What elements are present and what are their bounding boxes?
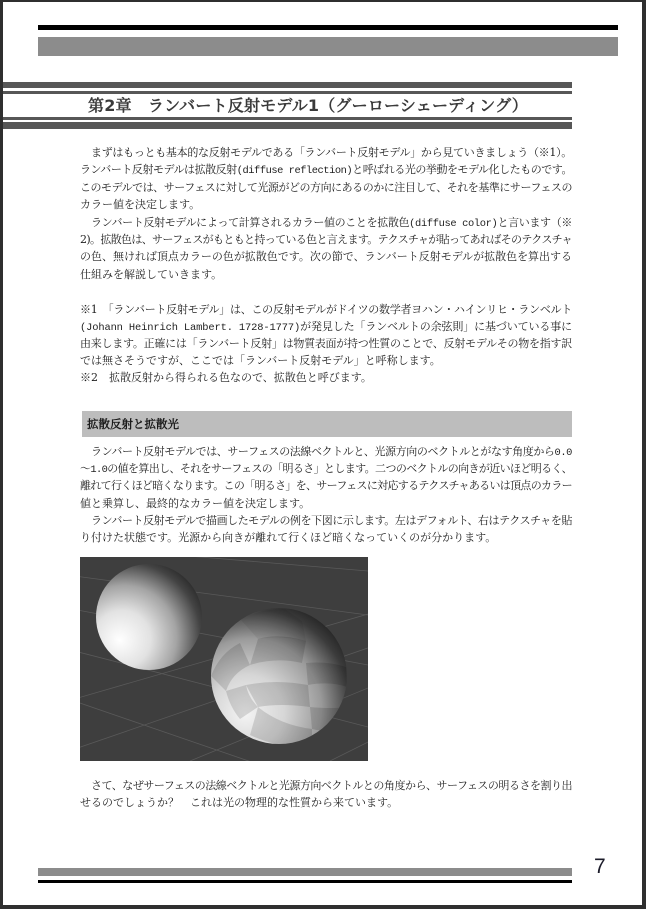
code-term: 0.0 — [554, 446, 572, 459]
text-line — [80, 495, 310, 512]
text-segment: では無さそうですが、ここでは「ランバート反射モデル」と呼称します。 — [80, 353, 441, 367]
footnote-line — [80, 335, 572, 352]
footer-rule — [38, 880, 572, 883]
text-line — [80, 196, 200, 213]
footer-band — [38, 868, 572, 876]
text-segment: ※1 「ランバート反射モデル」は、この反射モデルがドイツの数学者ヨハン・ハインリヒ・ランベルト — [80, 302, 572, 316]
text-line — [80, 248, 572, 265]
text-segment: ランバート反射モデルによって計算されるカラー値のことを拡散色 — [91, 215, 410, 229]
text-segment: り付けた状態です。光源から向きが離れて行くほど暗くなっていくのが分かります。 — [80, 531, 497, 545]
text-line — [80, 529, 496, 546]
text-segment: と言います（※ — [497, 215, 573, 229]
text-segment: ランバート反射モデルで描画したモデルの例を下図に示します。左はデフォルト、右はテクスチャを貼 — [91, 514, 572, 528]
code-term: (diffuse color) — [409, 217, 498, 230]
text-line — [80, 460, 572, 477]
text-line — [80, 144, 572, 161]
default-sphere — [96, 564, 202, 670]
lambert-spheres-figure — [80, 557, 368, 761]
text-line — [80, 443, 572, 460]
text-segment: 離れて行くほど暗くなります。この「明るさ」を、サーフェスに対応するテクスチャあるいは頂点のカラー — [80, 479, 572, 493]
text-segment: ランバート反射モデルでは、サーフェスの法線ベクトルと、光源方向のベクトルとがなす角度から — [91, 444, 555, 458]
text-segment: が発見した「ランベルトの余弦則」に基づいている事に — [300, 319, 572, 333]
paragraph-brightness — [80, 443, 572, 513]
text-segment: 値と乗算し、最終的なカラー値を決定します。 — [80, 496, 311, 510]
footnote-line — [80, 318, 572, 335]
text-line — [80, 161, 572, 178]
footnote-line — [80, 352, 441, 369]
text-segment: ランバート反射モデルは拡散反射 — [80, 163, 237, 177]
text-line — [80, 512, 572, 529]
chapter-title-text: 第2章 ランバート反射モデル1（グーローシェーディング） — [88, 96, 528, 115]
text-segment: まずはもっとも基本的な反射モデルである「ランバート反射モデル」から見ていきましょう（※1）。 — [91, 146, 572, 159]
text-line — [80, 231, 572, 248]
text-segment: せるのでしょうか？ これは光の物理的な性質から来ています。 — [80, 795, 399, 809]
text-line — [80, 179, 572, 196]
title-rule-top-thick — [3, 82, 572, 88]
paragraph-diffuse-color — [80, 214, 572, 284]
title-rule-bottom-thin — [3, 117, 572, 120]
text-line — [80, 794, 398, 811]
closing-text — [80, 777, 572, 812]
text-segment: 仕組みを解説していきます。 — [80, 267, 223, 281]
text-segment: ～ — [80, 461, 91, 475]
footnotes — [80, 301, 572, 386]
intro-text — [80, 144, 572, 283]
text-line — [80, 214, 572, 231]
header-rule — [38, 25, 618, 30]
render-image — [80, 557, 368, 761]
text-segment: 由来します。正確には「ランバート反射」は物質表面が持つ性質のことで、反射モデルその物を指す訳 — [80, 336, 572, 350]
text-line — [80, 477, 572, 494]
header-band — [38, 37, 618, 56]
section-heading — [82, 411, 572, 437]
footnote-line — [80, 369, 372, 386]
paragraph-closing — [80, 777, 572, 812]
section-text — [80, 443, 572, 547]
code-term: (Johann Heinrich Lambert. 1728-1777) — [80, 321, 301, 334]
text-segment: このモデルでは、サーフェスに対して光源がどの方向にあるのかに注目して、それを基準にサーフェスの — [80, 180, 572, 194]
code-term: (diffuse reflection) — [236, 165, 353, 178]
paragraph-figure-intro — [80, 512, 572, 547]
footnote-line — [80, 301, 572, 318]
paragraph-lambert-intro — [80, 144, 572, 214]
text-segment: カラー値を決定します。 — [80, 198, 201, 212]
text-line — [80, 266, 222, 283]
title-rule-bottom-thick — [3, 122, 572, 129]
code-term: 1.0 — [90, 463, 108, 476]
page-number: 7 — [594, 855, 606, 878]
chapter-title — [88, 94, 528, 117]
text-segment: 2)。拡散色は、サーフェスがもともと持っている色と言えます。テクスチャが貼ってあればそのテクスチャ — [80, 232, 572, 246]
text-segment: と呼ばれる光の挙動をモデル化したものです。 — [352, 163, 572, 177]
text-segment: の値を算出し、それをサーフェスの「明るさ」とします。二つのベクトルの向きが近いほど明るく、 — [107, 461, 573, 475]
text-segment: ※2 拡散反射から得られる色なので、拡散色と呼びます。 — [80, 370, 372, 384]
text-segment: の色、無ければ頂点カラーの色が拡散色です。次の節で、ランバート反射モデルが拡散色を算出する — [80, 250, 572, 264]
section-heading-text: 拡散反射と拡散光 — [87, 417, 179, 431]
text-line — [80, 777, 572, 794]
text-segment: さて、なぜサーフェスの法線ベクトルと光源方向ベクトルとの角度から、サーフェスの明るさを割り出 — [91, 778, 572, 792]
